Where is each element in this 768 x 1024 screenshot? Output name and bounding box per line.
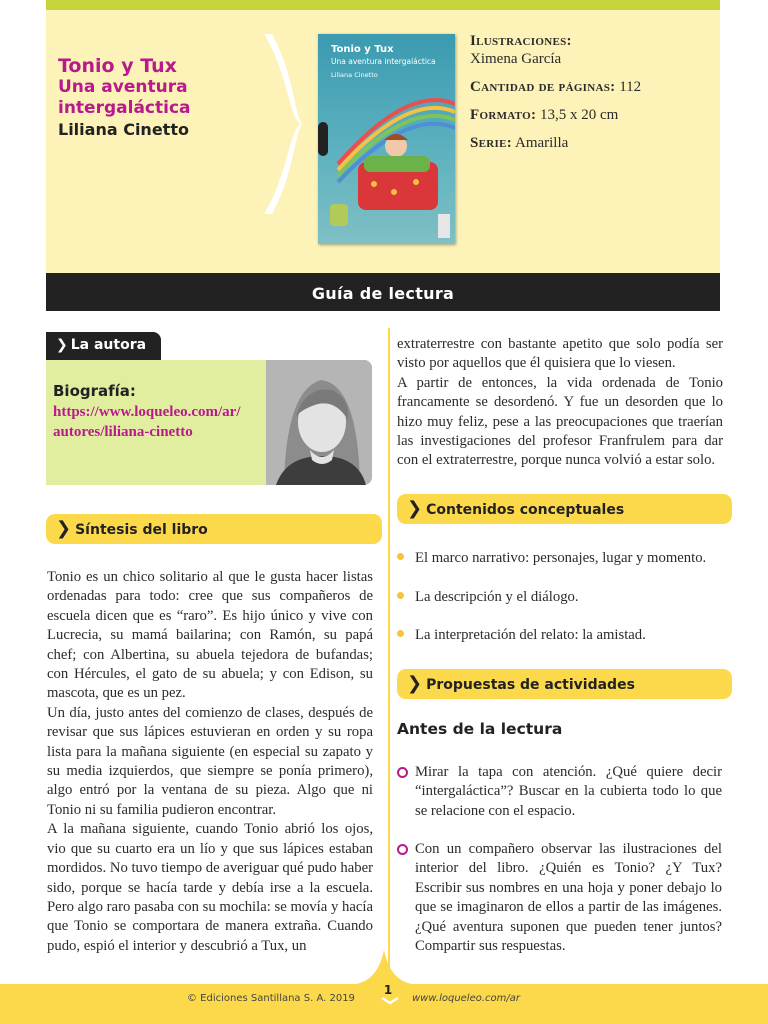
decorative-bracket-icon (262, 34, 302, 214)
subheading-antes: Antes de la lectura (397, 720, 563, 738)
chevron-right-icon: ❯ (407, 673, 423, 694)
section-heading-label: Contenidos conceptuales (426, 502, 625, 518)
section-heading-sintesis (46, 514, 382, 544)
column-divider (388, 328, 390, 978)
book-title: Tonio y Tux (58, 55, 177, 77)
ring-bullet-icon (397, 767, 408, 778)
sintesis-paragraph: A la mañana siguiente, cuando Tonio abrió los ojos, vio que su cuarto era un lío y que sus lápices estaban mordidos. No tuvo tiempo de averiguar qué pudo haber sido, porque se hacía tarde y debía irse a la escuela. Pero algo raro pasaba con su mochila: se movía y hacía que Tonio se comportara de manera extraña. Cuando pudo, espió el interior y descubrió a Tux, un (47, 821, 373, 954)
meta-label: Ilustraciones: (470, 33, 572, 49)
author-portrait-icon (266, 360, 372, 485)
page-number-value: 1 (383, 983, 393, 997)
meta-label: Cantidad de páginas: (470, 79, 616, 95)
activity-text: Mirar la tapa con atención. ¿Qué quiere decir “intergaláctica”? Buscar en la cubierta todo lo que se relacione con el espacio. (415, 764, 722, 819)
section-heading-propuestas (397, 669, 732, 699)
book-metadata (470, 32, 710, 162)
meta-label: Serie: (470, 135, 513, 151)
author-photo (266, 360, 372, 485)
bullet-dot-icon (397, 630, 404, 637)
book-subtitle-line1: Una aventura (58, 77, 188, 97)
ring-bullet-icon (397, 844, 408, 855)
activity-item (397, 840, 722, 956)
chevron-right-icon: ❯ (56, 337, 68, 353)
chevron-right-icon: ❯ (56, 518, 72, 539)
biography-label: Biografía: (53, 382, 136, 400)
biography-link[interactable] (53, 402, 268, 442)
cover-subtitle: Una aventura intergaláctica (331, 57, 436, 66)
list-item (398, 549, 728, 568)
section-heading-label: Propuestas de actividades (426, 677, 635, 693)
book-cover-image (318, 34, 455, 244)
footer-copyright: © Ediciones Santillana S. A. 2019 (187, 993, 355, 1004)
section-heading-contenidos (397, 494, 732, 524)
section-tab-label: La autora (70, 337, 147, 353)
meta-series (470, 134, 710, 152)
meta-value: Amarilla (514, 135, 569, 151)
sintesis-paragraph: extraterrestre con bastante apetito que solo podía ser visto por aquellos que él quisiera que lo viesen. (397, 336, 723, 372)
bullet-dot-icon (397, 592, 404, 599)
biography-link-line2[interactable]: autores/liliana-cinetto (53, 424, 193, 440)
meta-value: 112 (619, 79, 642, 95)
book-title-block (58, 55, 258, 140)
sintesis-paragraph: A partir de entonces, la vida ordenada de Tonio francamente se desordenó. Y fue un desorden que lo hizo muy feliz, pese a las preocupaciones que traerían las investigaciones del profesor Franfrulem para dar con el extraterrestre, porque nunca volvió a estar solo. (397, 374, 723, 469)
list-item (398, 626, 728, 645)
list-item-text: La interpretación del relato: la amistad. (415, 627, 646, 643)
meta-format (470, 106, 710, 124)
meta-value: 13,5 x 20 cm (540, 107, 619, 123)
meta-pages (470, 78, 710, 96)
list-item (398, 588, 728, 607)
sintesis-text-continued (397, 335, 723, 471)
meta-value: Ximena García (470, 51, 562, 67)
section-heading-label: Síntesis del libro (75, 522, 208, 538)
chevron-down-icon (380, 997, 400, 1005)
meta-illustrations (470, 32, 710, 68)
list-item-text: El marco narrativo: personajes, lugar y momento. (415, 550, 707, 566)
cover-illustration (318, 34, 455, 244)
section-tab-autora (46, 332, 161, 360)
book-subtitle-line2: intergaláctica (58, 98, 191, 118)
cover-title: Tonio y Tux (331, 44, 394, 55)
bullet-dot-icon (397, 553, 404, 560)
sintesis-text (47, 568, 373, 956)
top-accent-bar (46, 0, 720, 10)
footer-url-link[interactable]: www.loqueleo.com/ar (412, 993, 521, 1004)
meta-label: Formato: (470, 107, 537, 123)
chevron-right-icon: ❯ (407, 498, 423, 519)
sintesis-paragraph: Un día, justo antes del comienzo de clases, después de revisar que sus lápices estuvieran en orden y su ropa lista para la mañana siguiente (en especial su zapato y su media izquierdos, que siempre se ponía primero), algo entró por la ventana de su pieza. Algo que ni Tonio ni su familia pudieron encontrar. (47, 704, 373, 818)
activity-item (397, 763, 722, 821)
guide-title-bar: Guía de lectura (46, 273, 720, 311)
sintesis-paragraph: Tonio es un chico solitario al que le gusta hacer listas ordenadas para todo: cree que sus compañeros de escuela dicen que es “raro”. Es hijo único y vive con Lucrecia, su mamá bailarina; con Ramón, su papá chef; con Albertina, su abuela tejedora de bufandas; con Hércules, el gato de su abuela; y con Edison, su mascota, que es un pez. (47, 569, 373, 702)
list-item-text: La descripción y el diálogo. (415, 589, 579, 605)
biography-link-line1[interactable]: https://www.loqueleo.com/ar/ (53, 404, 241, 420)
page-number (380, 983, 396, 1005)
book-author: Liliana Cinetto (58, 120, 189, 139)
cover-author: Liliana Cinetto (331, 71, 378, 79)
activity-text: Con un compañero observar las ilustraciones del interior del libro. ¿Quién es Tonio? ¿Y Tux? Escribir sus nombres en una hoja y poner debajo lo que se imaginaron de ellos a partir de las imágenes. ¿Qué aventura suponen que pueden tener juntos? Compartir sus respuestas. (415, 841, 722, 955)
